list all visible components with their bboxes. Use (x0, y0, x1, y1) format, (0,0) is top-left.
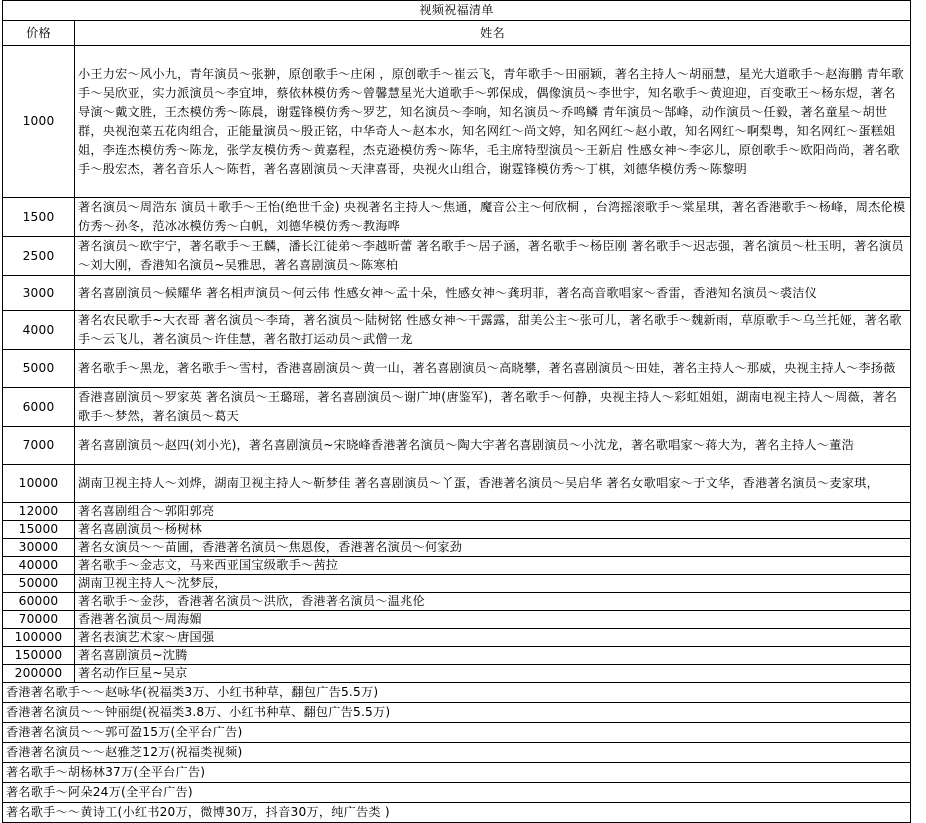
table-row (3, 276, 911, 311)
table-row (3, 46, 911, 198)
price-cell[interactable]: 150000 (3, 647, 75, 665)
names-cell[interactable]: 小王力宏～风小九，青年演员～张翀，原创歌手～庄闲 ，原创歌手～崔云飞，青年歌手～田丽颖，著名主持人～胡丽慧，星光大道歌手～赵海鹏 青年歌手～吴欣亚，实力派演员～李宜坤，蔡依林模仿秀～曾馨慧星光大道歌手～郭保成，偶像演员～李世宇，知名歌手～黄迎迎，百变歌王～杨东煜，著名导演～戴文胜，王杰模仿秀～陈晨，谢霆锋模仿秀～罗艺，知名演员～李响，知名演员～乔鸣鳞 青年演员～郜峰，动作演员～任毅，著名童星～胡世群，央视泡菜五花肉组合，正能量演员～殷正铭，中华奇人～赵本水，知名网红～尚文婷，知名网红～赵小敢，知名网红～啊梨粤，知名网红～蛋糕姐姐，李连杰模仿秀～陈龙，张学友模仿秀～黄嘉程，杰克逊模仿秀～陈华，毛主席特型演员～王新启 性感女神～李宓儿，原创歌手～欧阳尚尚，著名歌手～殷宏杰，著名音乐人～陈哲，著名喜剧演员～天津喜哥，央视火山组合，谢霆锋模仿秀～丁棋，刘德华模仿秀～陈黎明 (75, 46, 911, 198)
footer-row (3, 763, 911, 783)
footer-row (3, 723, 911, 743)
names-cell[interactable]: 著名歌手～金莎，香港著名演员～洪欣，香港著名演员～温兆伦 (75, 593, 911, 611)
footer-note-cell[interactable]: 著名歌手～～黄诗工(小红书20万，微博30万，抖音30万，纯广告类 ) (3, 803, 911, 823)
names-cell[interactable]: 香港著名演员～周海媚 (75, 611, 911, 629)
table-row (3, 503, 911, 521)
price-cell[interactable]: 4000 (3, 311, 75, 350)
price-cell[interactable]: 3000 (3, 276, 75, 311)
price-cell[interactable]: 50000 (3, 575, 75, 593)
price-cell[interactable]: 40000 (3, 557, 75, 575)
table-row (3, 521, 911, 539)
names-cell[interactable]: 著名表演艺术家～唐国强 (75, 629, 911, 647)
table-row (3, 465, 911, 503)
footer-row (3, 703, 911, 723)
price-list-table (2, 0, 911, 823)
names-cell[interactable]: 著名演员～欧宇宁，著名歌手～王麟，潘长江徒弟～李越昕蕾 著名歌手～居子涵，著名歌手～杨臣刚 著名歌手～迟志强，著名演员～杜玉明，著名演员～刘大刚，香港知名演员~吴雅思，著名喜剧演员～陈寒柏 (75, 237, 911, 276)
table-row (3, 427, 911, 465)
footer-row (3, 783, 911, 803)
table-row (3, 647, 911, 665)
names-cell[interactable]: 湖南卫视主持人～沈梦辰， (75, 575, 911, 593)
names-cell[interactable]: 著名歌手～金志文，马来西亚国宝级歌手～茜拉 (75, 557, 911, 575)
footer-note-cell[interactable]: 著名歌手～阿朵24万(全平台广告) (3, 783, 911, 803)
names-cell[interactable]: 湖南卫视主持人～刘烨，湖南卫视主持人～靳梦佳 著名喜剧演员～丫蛋，香港著名演员～吴启华 著名女歌唱家～于文华，香港著名演员～麦家琪， (75, 465, 911, 503)
names-cell[interactable]: 著名动作巨星~吴京 (75, 665, 911, 683)
names-cell[interactable]: 著名农民歌手~大衣哥 著名演员～李琦，著名演员～陆树铭 性感女神～干露露，甜美公主～张可儿，著名歌手～魏新雨，草原歌手～乌兰托娅，著名歌手～云飞儿，著名演员～许佳慧，著名散打运动员～武僧一龙 (75, 311, 911, 350)
price-cell[interactable]: 10000 (3, 465, 75, 503)
price-cell[interactable]: 5000 (3, 350, 75, 388)
header-price[interactable]: 价格 (3, 21, 75, 46)
price-cell[interactable]: 6000 (3, 388, 75, 427)
footer-row (3, 683, 911, 703)
table-row (3, 611, 911, 629)
names-cell[interactable]: 著名喜剧演员~沈腾 (75, 647, 911, 665)
names-cell[interactable]: 著名喜剧演员～杨树林 (75, 521, 911, 539)
names-cell[interactable]: 著名喜剧演员～候耀华 著名相声演员～何云伟 性感女神～孟十朵，性感女神～龚玥菲，著名高音歌唱家～香雷，香港知名演员～裘洁仪 (75, 276, 911, 311)
sheet-right-border (910, 0, 911, 790)
price-cell[interactable]: 12000 (3, 503, 75, 521)
table-row (3, 388, 911, 427)
names-cell[interactable]: 著名歌手～黑龙，著名歌手～雪村，香港喜剧演员～黄一山，著名喜剧演员～高晓攀，著名喜剧演员～田娃，著名主持人～那威，央视主持人～李扬薇 (75, 350, 911, 388)
table-row (3, 198, 911, 237)
footer-note-cell[interactable]: 著名歌手～胡杨林37万(全平台广告) (3, 763, 911, 783)
table-row (3, 593, 911, 611)
footer-note-cell[interactable]: 香港著名歌手～～赵咏华(祝福类3万、小红书种草，翻包广告5.5万) (3, 683, 911, 703)
footer-note-cell[interactable]: 香港著名演员～～钟丽缇(祝福类3.8万、小红书种草、翻包广告5.5万) (3, 703, 911, 723)
footer-note-cell[interactable]: 香港著名演员～～赵雅芝12万(祝福类视频) (3, 743, 911, 763)
price-cell[interactable]: 1500 (3, 198, 75, 237)
names-cell[interactable]: 著名演员～周浩东 演员＋歌手～王怡(绝世千金) 央视著名主持人～焦通，魔音公主～何欣桐 ，台湾摇滚歌手～棠星琪，著名香港歌手～杨峰，周杰伦模仿秀～孙冬，范冰冰模仿秀～白帆，刘德华模仿秀～教海哗 (75, 198, 911, 237)
table-row (3, 237, 911, 276)
table-row (3, 311, 911, 350)
table-row (3, 350, 911, 388)
price-cell[interactable]: 100000 (3, 629, 75, 647)
header-row (3, 21, 911, 46)
price-cell[interactable]: 15000 (3, 521, 75, 539)
table-row (3, 575, 911, 593)
names-cell[interactable]: 著名女演员～～苗圃，香港著名演员～焦恩俊，香港著名演员～何家劲 (75, 539, 911, 557)
price-cell[interactable]: 200000 (3, 665, 75, 683)
price-cell[interactable]: 7000 (3, 427, 75, 465)
table-row (3, 665, 911, 683)
price-cell[interactable]: 60000 (3, 593, 75, 611)
title-row (3, 1, 911, 21)
names-cell[interactable]: 著名喜剧演员～赵四(刘小光)，著名喜剧演员~宋晓峰香港著名演员～陶大宇著名喜剧演员～小沈龙，著名歌唱家～蒋大为，著名主持人～董浩 (75, 427, 911, 465)
price-cell[interactable]: 30000 (3, 539, 75, 557)
footer-note-cell[interactable]: 香港著名演员～～郭可盈15万(全平台广告) (3, 723, 911, 743)
header-name[interactable]: 姓名 (75, 21, 911, 46)
names-cell[interactable]: 香港喜剧演员～罗家英 著名演员～王璐瑶，著名喜剧演员～谢广坤(唐鉴军)，著名歌手～何静，央视主持人～彩虹姐姐，湖南电视主持人～周薇，著名歌手～梦然，著名演员～葛天 (75, 388, 911, 427)
footer-row (3, 803, 911, 823)
price-cell[interactable]: 70000 (3, 611, 75, 629)
table-row (3, 629, 911, 647)
price-cell[interactable]: 2500 (3, 237, 75, 276)
sheet-title[interactable]: 视频祝福清单 (3, 1, 911, 21)
price-cell[interactable]: 1000 (3, 46, 75, 198)
footer-row (3, 743, 911, 763)
names-cell[interactable]: 著名喜剧组合～郭阳郭亮 (75, 503, 911, 521)
table-row (3, 557, 911, 575)
table-row (3, 539, 911, 557)
